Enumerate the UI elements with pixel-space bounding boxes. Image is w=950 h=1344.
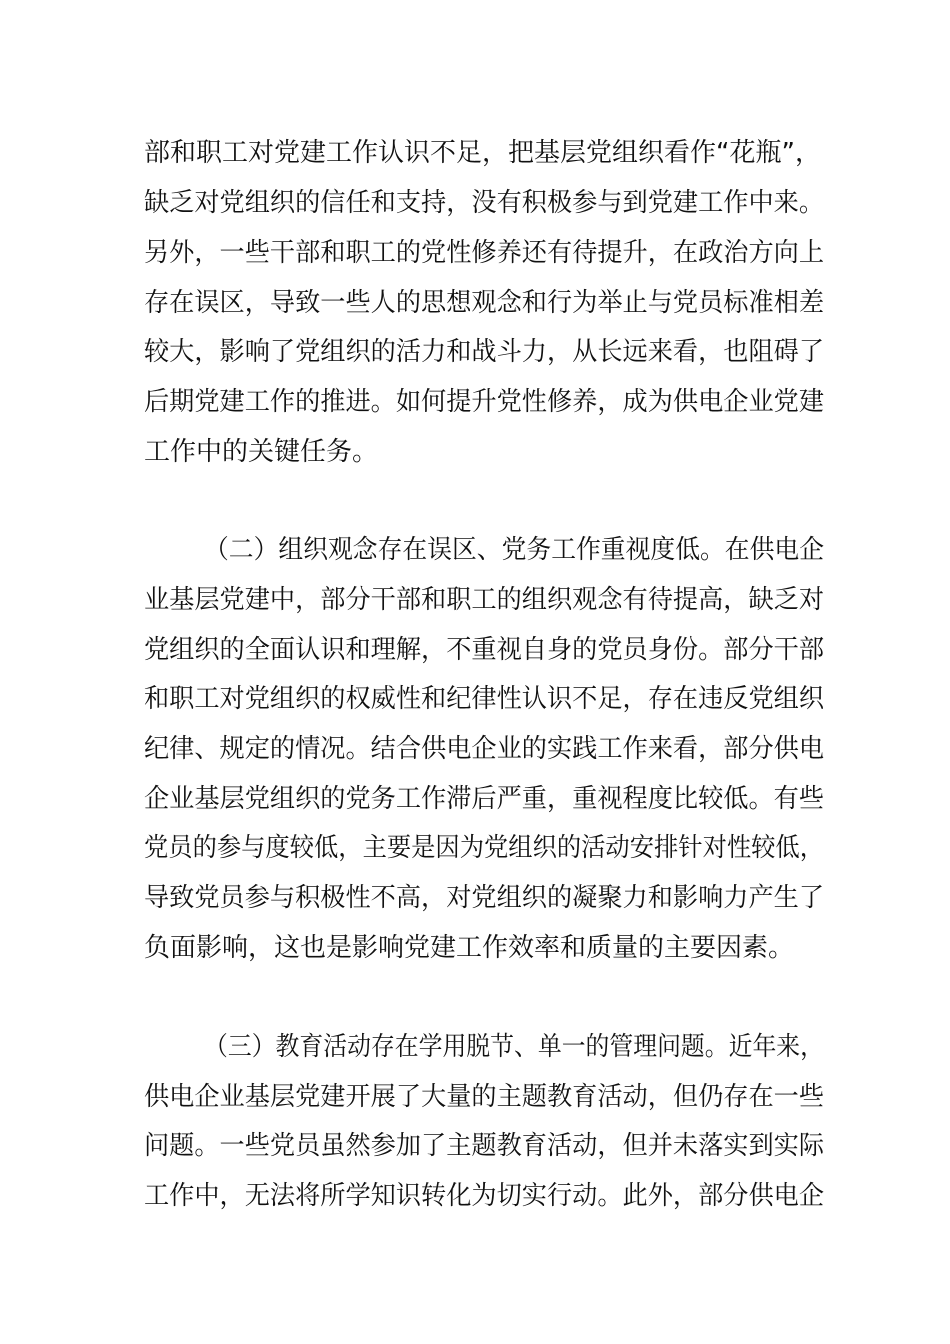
text-line: 业基层党建中，部分干部和职工的组织观念有待提高，缺乏对 (144, 585, 825, 615)
section-heading-line: （二）组织观念存在误区、党务工作重视度低。在供电企 (204, 535, 825, 565)
section-heading-line: （三）教育活动存在学用脱节、单一的管理问题。近年来， (204, 1032, 825, 1062)
text-line: 缺乏对党组织的信任和支持，没有积极参与到党建工作中来。 (144, 188, 825, 218)
text-line: 党组织的全面认识和理解，不重视自身的党员身份。部分干部 (144, 635, 825, 665)
text-line: 导致党员参与积极性不高，对党组织的凝聚力和影响力产生了 (144, 883, 825, 913)
text-line: 企业基层党组织的党务工作滞后严重，重视程度比较低。有些 (144, 784, 825, 814)
text-line: 问题。一些党员虽然参加了主题教育活动，但并未落实到实际 (144, 1131, 825, 1161)
text-line: 纪律、规定的情况。结合供电企业的实践工作来看，部分供电 (144, 734, 825, 764)
text-line: 工作中的关键任务。 (144, 437, 379, 467)
text-line: 部和职工对党建工作认识不足，把基层党组织看作“花瓶”， (144, 138, 821, 168)
text-line: 和职工对党组织的权威性和纪律性认识不足，存在违反党组织 (144, 684, 825, 714)
text-line: 供电企业基层党建开展了大量的主题教育活动，但仍存在一些 (144, 1082, 825, 1112)
text-line: 存在误区，导致一些人的思想观念和行为举止与党员标准相差 (144, 288, 825, 318)
text-line: 党员的参与度较低，主要是因为党组织的活动安排针对性较低， (144, 833, 825, 863)
text-line: 工作中，无法将所学知识转化为切实行动。此外，部分供电企 (144, 1181, 825, 1211)
text-line: 后期党建工作的推进。如何提升党性修养，成为供电企业党建 (144, 387, 825, 417)
text-line: 较大，影响了党组织的活力和战斗力，从长远来看，也阻碍了 (144, 337, 825, 367)
text-line: 另外，一些干部和职工的党性修养还有待提升，在政治方向上 (144, 238, 825, 268)
text-line: 负面影响，这也是影响党建工作效率和质量的主要因素。 (144, 933, 795, 963)
